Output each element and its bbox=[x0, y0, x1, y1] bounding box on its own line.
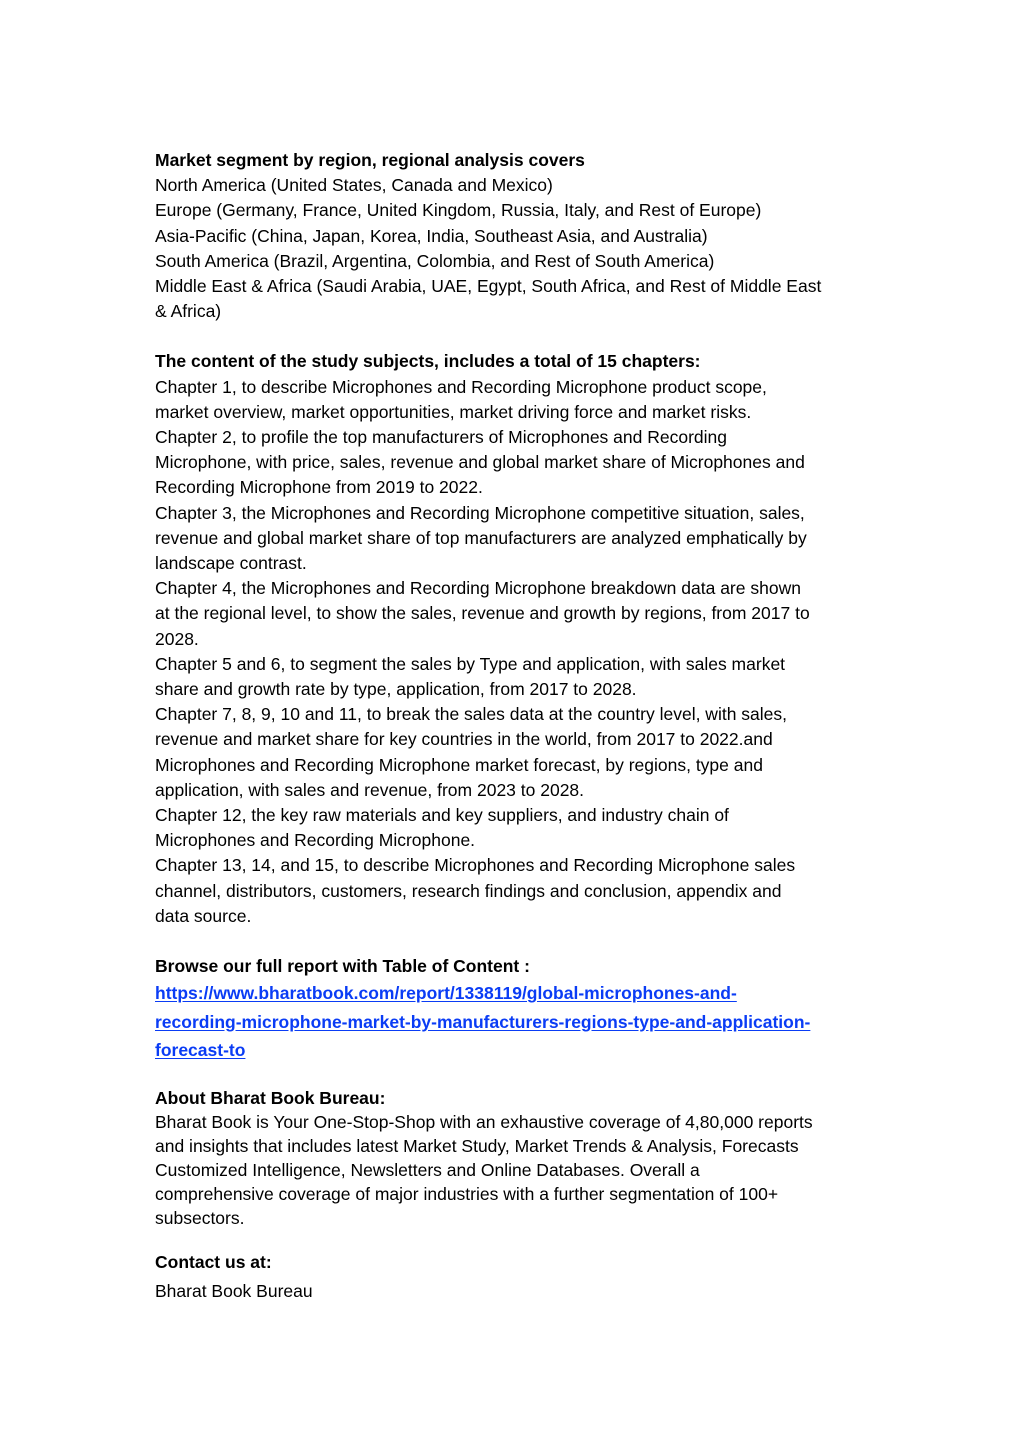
spacer bbox=[155, 1230, 885, 1248]
chapter-line: Chapter 4, the Microphones and Recording Microphone breakdown data are shown bbox=[155, 578, 801, 599]
region-line: South America (Brazil, Argentina, Colombia, and Rest of South America) bbox=[155, 250, 715, 271]
chapter-line: revenue and global market share of top manufacturers are analyzed emphatically by bbox=[155, 527, 807, 548]
chapter-line: Chapter 13, 14, and 15, to describe Microphones and Recording Microphone sales bbox=[155, 855, 796, 876]
about-line: Bharat Book is Your One-Stop-Shop with an exhaustive coverage of 4,80,000 reports bbox=[155, 1111, 813, 1132]
chapter-line: 2028. bbox=[155, 628, 199, 649]
document-page bbox=[155, 148, 885, 1306]
chapter-line: Chapter 2, to profile the top manufacturers of Microphones and Recording bbox=[155, 427, 727, 448]
about-line: subsectors. bbox=[155, 1207, 245, 1228]
about-line: and insights that includes latest Market Study, Market Trends & Analysis, Forecasts bbox=[155, 1135, 799, 1156]
region-heading: Market segment by region, regional analysis covers bbox=[155, 150, 585, 170]
chapter-line: Chapter 7, 8, 9, 10 and 11, to break the sales data at the country level, with sales, bbox=[155, 704, 787, 725]
region-line: Asia-Pacific (China, Japan, Korea, India, Southeast Asia, and Australia) bbox=[155, 225, 708, 246]
chapter-line: Microphones and Recording Microphone. bbox=[155, 830, 476, 851]
browse-section bbox=[155, 954, 885, 1065]
report-link[interactable]: https://www.bharatbook.com/report/1338119/global-microphones-and- bbox=[155, 983, 737, 1004]
chapter-line: Microphones and Recording Microphone market forecast, by regions, type and bbox=[155, 754, 763, 775]
contact-section bbox=[155, 1248, 885, 1306]
chapter-line: channel, distributors, customers, research findings and conclusion, appendix and bbox=[155, 880, 782, 901]
chapter-line: revenue and market share for key countries in the world, from 2017 to 2022.and bbox=[155, 729, 773, 750]
about-line: Customized Intelligence, Newsletters and Online Databases. Overall a bbox=[155, 1159, 700, 1180]
spacer bbox=[155, 929, 885, 954]
region-section bbox=[155, 148, 885, 324]
chapter-line: Microphone, with price, sales, revenue and global market share of Microphones and bbox=[155, 452, 805, 473]
chapter-line: Chapter 12, the key raw materials and key suppliers, and industry chain of bbox=[155, 805, 729, 826]
about-line: comprehensive coverage of major industries with a further segmentation of 100+ bbox=[155, 1183, 779, 1204]
contact-heading: Contact us at: bbox=[155, 1251, 272, 1272]
chapters-heading: The content of the study subjects, includes a total of 15 chapters: bbox=[155, 351, 701, 372]
chapters-section bbox=[155, 349, 885, 929]
chapter-line: data source. bbox=[155, 905, 252, 926]
report-link[interactable]: recording-microphone-market-by-manufacturers-regions-type-and-application- bbox=[155, 1011, 811, 1032]
spacer bbox=[155, 1065, 885, 1086]
chapter-line: Chapter 1, to describe Microphones and Recording Microphone product scope, bbox=[155, 376, 767, 397]
about-section bbox=[155, 1086, 885, 1230]
contact-name: Bharat Book Bureau bbox=[155, 1280, 313, 1301]
region-line: Middle East & Africa (Saudi Arabia, UAE, Egypt, South Africa, and Rest of Middle East bbox=[155, 276, 822, 297]
chapter-line: market overview, market opportunities, market driving force and market risks. bbox=[155, 401, 752, 422]
about-heading: About Bharat Book Bureau: bbox=[155, 1087, 386, 1108]
chapter-line: Recording Microphone from 2019 to 2022. bbox=[155, 477, 483, 498]
spacer bbox=[155, 324, 885, 349]
region-line: Europe (Germany, France, United Kingdom, Russia, Italy, and Rest of Europe) bbox=[155, 200, 762, 221]
chapter-line: Chapter 3, the Microphones and Recording Microphone competitive situation, sales, bbox=[155, 502, 805, 523]
chapter-line: application, with sales and revenue, from 2023 to 2028. bbox=[155, 779, 585, 800]
region-line: North America (United States, Canada and Mexico) bbox=[155, 175, 553, 196]
report-link[interactable]: forecast-to bbox=[155, 1040, 246, 1061]
chapter-line: landscape contrast. bbox=[155, 553, 307, 574]
browse-heading: Browse our full report with Table of Content : bbox=[155, 956, 530, 977]
chapter-line: share and growth rate by type, application, from 2017 to 2028. bbox=[155, 679, 637, 700]
region-line: & Africa) bbox=[155, 301, 222, 322]
chapter-line: Chapter 5 and 6, to segment the sales by Type and application, with sales market bbox=[155, 653, 786, 674]
chapter-line: at the regional level, to show the sales, revenue and growth by regions, from 2017 to bbox=[155, 603, 810, 624]
